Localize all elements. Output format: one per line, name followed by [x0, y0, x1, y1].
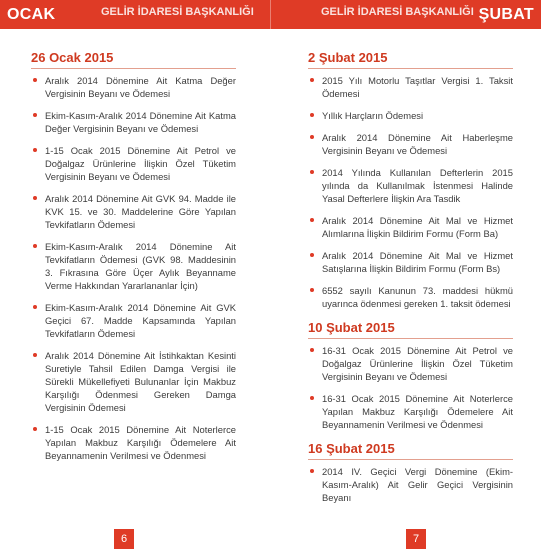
list-item: [31, 301, 236, 340]
list-item-text: Aralık 2014 Dönemine Ait Katma Değer Vergisinin Beyanı ve Ödemesi: [45, 75, 236, 99]
section-date-title: 16 Şubat 2015: [308, 441, 513, 460]
list-item-text: 1-15 Ocak 2015 Dönemine Ait Petrol ve Doğalgaz Ürünlerine İlişkin Özel Tüketim Vergisinin Beyanı ve Ödemesi: [45, 145, 236, 182]
list-item: [31, 349, 236, 414]
left-page-column: [31, 50, 236, 472]
agency-name-left: GELİR İDARESİ BAŞKANLIĞI: [101, 6, 254, 18]
bullet-icon: [310, 469, 314, 473]
agency-name-right: GELİR İDARESİ BAŞKANLIĞI: [321, 6, 474, 18]
section-date-title: 10 Şubat 2015: [308, 320, 513, 339]
list-item-text: Aralık 2014 Dönemine Ait Mal ve Hizmet Alımlarına İlişkin Bildirim Formu (Form Ba): [322, 215, 513, 239]
list-item-text: 16-31 Ocak 2015 Dönemine Ait Noterlerce Yapılan Makbuz Karşılığı Ödemelere Ait Beyannamenin Verilmesi ve Ödenmesi: [322, 393, 513, 430]
page-number-right: 7: [406, 529, 426, 549]
list-item: [31, 423, 236, 462]
bullet-icon: [310, 218, 314, 222]
list-item-text: 16-31 Ocak 2015 Dönemine Ait Petrol ve Doğalgaz Ürünlerine İlişkin Özel Tüketim Vergisinin Beyanı ve Ödemesi: [322, 345, 513, 382]
list-item-text: 1-15 Ocak 2015 Dönemine Ait Noterlerce Yapılan Makbuz Karşılığı Ödemelere Ait Beyannamenin Verilmesi ve Ödenmesi: [45, 424, 236, 461]
list-item-text: Ekim-Kasım-Aralık 2014 Dönemine Ait Katma Değer Vergisinin Beyanı ve Ödemesi: [45, 110, 236, 134]
list-item: [308, 465, 513, 504]
list-item-text: 2015 Yılı Motorlu Taşıtlar Vergisi 1. Taksit Ödemesi: [322, 75, 513, 99]
list-item-text: 6552 sayılı Kanunun 73. maddesi hükmü uyarınca ödenmesi gereken 1. taksit ödemesi: [322, 285, 513, 309]
list-item-text: 2014 Yılında Kullanılan Defterlerin 2015 yılında da Kullanılmak İstenmesi Halinde Yasal Defterlere İlişkin Ara Tasdik: [322, 167, 513, 204]
header-divider: [270, 0, 271, 29]
section-date-title: 26 Ocak 2015: [31, 50, 236, 69]
bullet-icon: [310, 135, 314, 139]
list-item-text: Yıllık Harçların Ödemesi: [322, 110, 424, 121]
date-section: [308, 50, 513, 310]
list-item: [308, 249, 513, 275]
bullet-icon: [310, 348, 314, 352]
list-item-text: Aralık 2014 Dönemine Ait İstihkaktan Kesinti Suretiyle Tahsil Edilen Damga Vergisi ile Sürekli Mükellefiyeti Bulunanlar İçin Makbuz Karşılığı Ödenmesi Gereken Damga Vergisinin Ödemesi: [45, 350, 236, 413]
bullet-icon: [33, 427, 37, 431]
list-item: [31, 144, 236, 183]
bullet-icon: [310, 288, 314, 292]
list-item: [31, 109, 236, 135]
list-item: [308, 214, 513, 240]
list-item-text: Aralık 2014 Dönemine Ait GVK 94. Madde ile KVK 15. ve 30. Maddelerine Göre Yapılan Tevkifatların Ödemesi: [45, 193, 236, 230]
obligation-list: [308, 465, 513, 504]
obligation-list: [308, 344, 513, 431]
list-item: [308, 166, 513, 205]
bullet-icon: [33, 78, 37, 82]
right-page-column: [308, 50, 513, 514]
section-date-title: 2 Şubat 2015: [308, 50, 513, 69]
bullet-icon: [33, 244, 37, 248]
bullet-icon: [310, 253, 314, 257]
date-section: [308, 320, 513, 431]
list-item-text: 2014 IV. Geçici Vergi Dönemine (Ekim-Kasım-Aralık) Ait Gelir Geçici Vergisinin Beyanı: [322, 466, 513, 503]
list-item: [308, 284, 513, 310]
obligation-list: [31, 74, 236, 462]
date-section: [308, 441, 513, 504]
list-item: [308, 131, 513, 157]
bullet-icon: [310, 170, 314, 174]
page-number-left: 6: [114, 529, 134, 549]
date-section: [31, 50, 236, 462]
bullet-icon: [33, 148, 37, 152]
bullet-icon: [310, 113, 314, 117]
list-item: [31, 240, 236, 292]
bullet-icon: [33, 196, 37, 200]
bullet-icon: [33, 113, 37, 117]
bullet-icon: [33, 353, 37, 357]
month-title-right: ŞUBAT: [478, 6, 534, 23]
bullet-icon: [310, 78, 314, 82]
list-item-text: Ekim-Kasım-Aralık 2014 Dönemine Ait GVK Geçici 67. Madde Kapsamında Yapılan Tevkifatların Ödemesi: [45, 302, 236, 339]
obligation-list: [308, 74, 513, 310]
list-item-text: Aralık 2014 Dönemine Ait Haberleşme Vergisinin Beyanı ve Ödemesi: [322, 132, 513, 156]
list-item-text: Ekim-Kasım-Aralık 2014 Dönemine Ait Tevkifatların Ödemesi (GVK 98. Maddesinin 3. Fıkrasına Göre Üçer Aylık Beyanname Verme Hakkından Yararlananlar İçin): [45, 241, 236, 291]
list-item-text: Aralık 2014 Dönemine Ait Mal ve Hizmet Satışlarına İlişkin Bildirim Formu (Form Bs): [322, 250, 513, 274]
bullet-icon: [33, 305, 37, 309]
page-header: [0, 0, 541, 29]
list-item: [308, 344, 513, 383]
list-item: [308, 109, 513, 122]
list-item: [31, 192, 236, 231]
list-item: [308, 392, 513, 431]
list-item: [308, 74, 513, 100]
list-item: [31, 74, 236, 100]
bullet-icon: [310, 396, 314, 400]
month-title-left: OCAK: [7, 6, 56, 23]
